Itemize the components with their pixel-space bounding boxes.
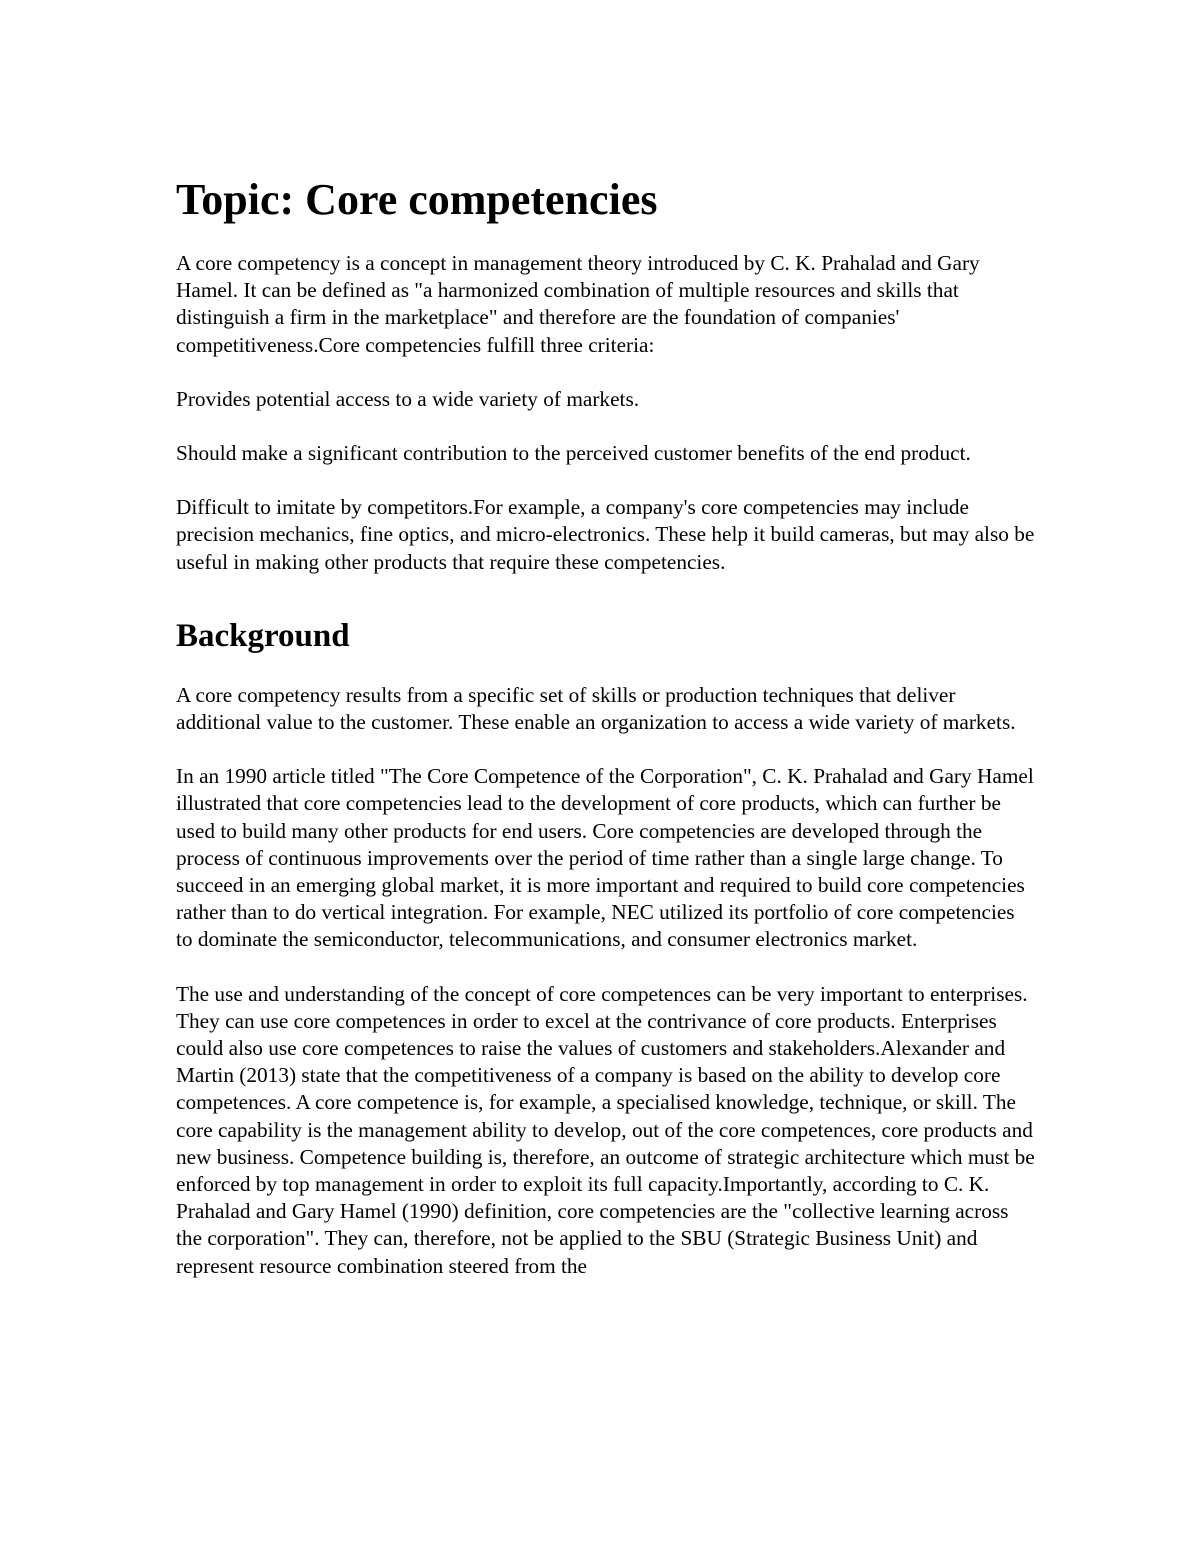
intro-paragraph-criterion-benefits: Should make a significant contribution to the perceived customer benefits of the end product. bbox=[176, 441, 971, 466]
background-paragraph-skills: A core competency results from a specific set of skills or production techniques that deliver additional value to the customer. These enable an organization to access a wide variety of markets. bbox=[176, 682, 1016, 735]
background-paragraph-article: In an 1990 article titled "The Core Competence of the Corporation", C. K. Prahalad and Gary Hamel illustrated that core competencies lead to the development of core products, which can further be used to build many other products for end users. Core competencies are developed through the process of continuous improvements over the period of time rather than a single large change. To succeed in an emerging global market, it is more important and required to build core competencies rather than to do vertical integration. For example, NEC utilized its portfolio of core competencies to dominate the semiconductor, telecommunications, and consumer electronics market. bbox=[176, 764, 1034, 952]
background-paragraph-enterprises: The use and understanding of the concept of core competences can be very important to enterprises. They can use core competences in order to excel at the contrivance of core products. Enterprises could also use core competences to raise the values of customers and stakeholders.Alexander and Martin (2013) state that the competitiveness of a company is based on the ability to develop core competences. A core competence is, for example, a specialised knowledge, technique, or skill. The core capability is the management ability to develop, out of the core competences, core products and new business. Competence building is, therefore, an outcome of strategic architecture which must be enforced by top management in order to exploit its full capacity.Importantly, according to C. K. Prahalad and Gary Hamel (1990) definition, core competencies are the "collective learning across the corporation". They can, therefore, not be applied to the SBU (Strategic Business Unit) and represent resource combination steered from the bbox=[176, 981, 1035, 1278]
intro-paragraph-criterion-imitation: Difficult to imitate by competitors.For example, a company's core competencies may include precision mechanics, fine optics, and micro-electronics. These help it build cameras, but may also be useful in making other products that require these competencies. bbox=[176, 495, 1035, 574]
intro-paragraph-definition: A core competency is a concept in management theory introduced by C. K. Prahalad and Gary Hamel. It can be defined as "a harmonized combination of multiple resources and skills that distinguish a firm in the marketplace" and therefore are the foundation of companies' competitiveness.Core competencies fulfill three criteria: bbox=[176, 251, 980, 357]
document-title: Topic: Core competencies bbox=[176, 175, 658, 224]
intro-paragraph-criterion-markets: Provides potential access to a wide variety of markets. bbox=[176, 386, 640, 411]
document-body bbox=[176, 170, 1036, 1307]
section-heading-background: Background bbox=[176, 617, 350, 654]
